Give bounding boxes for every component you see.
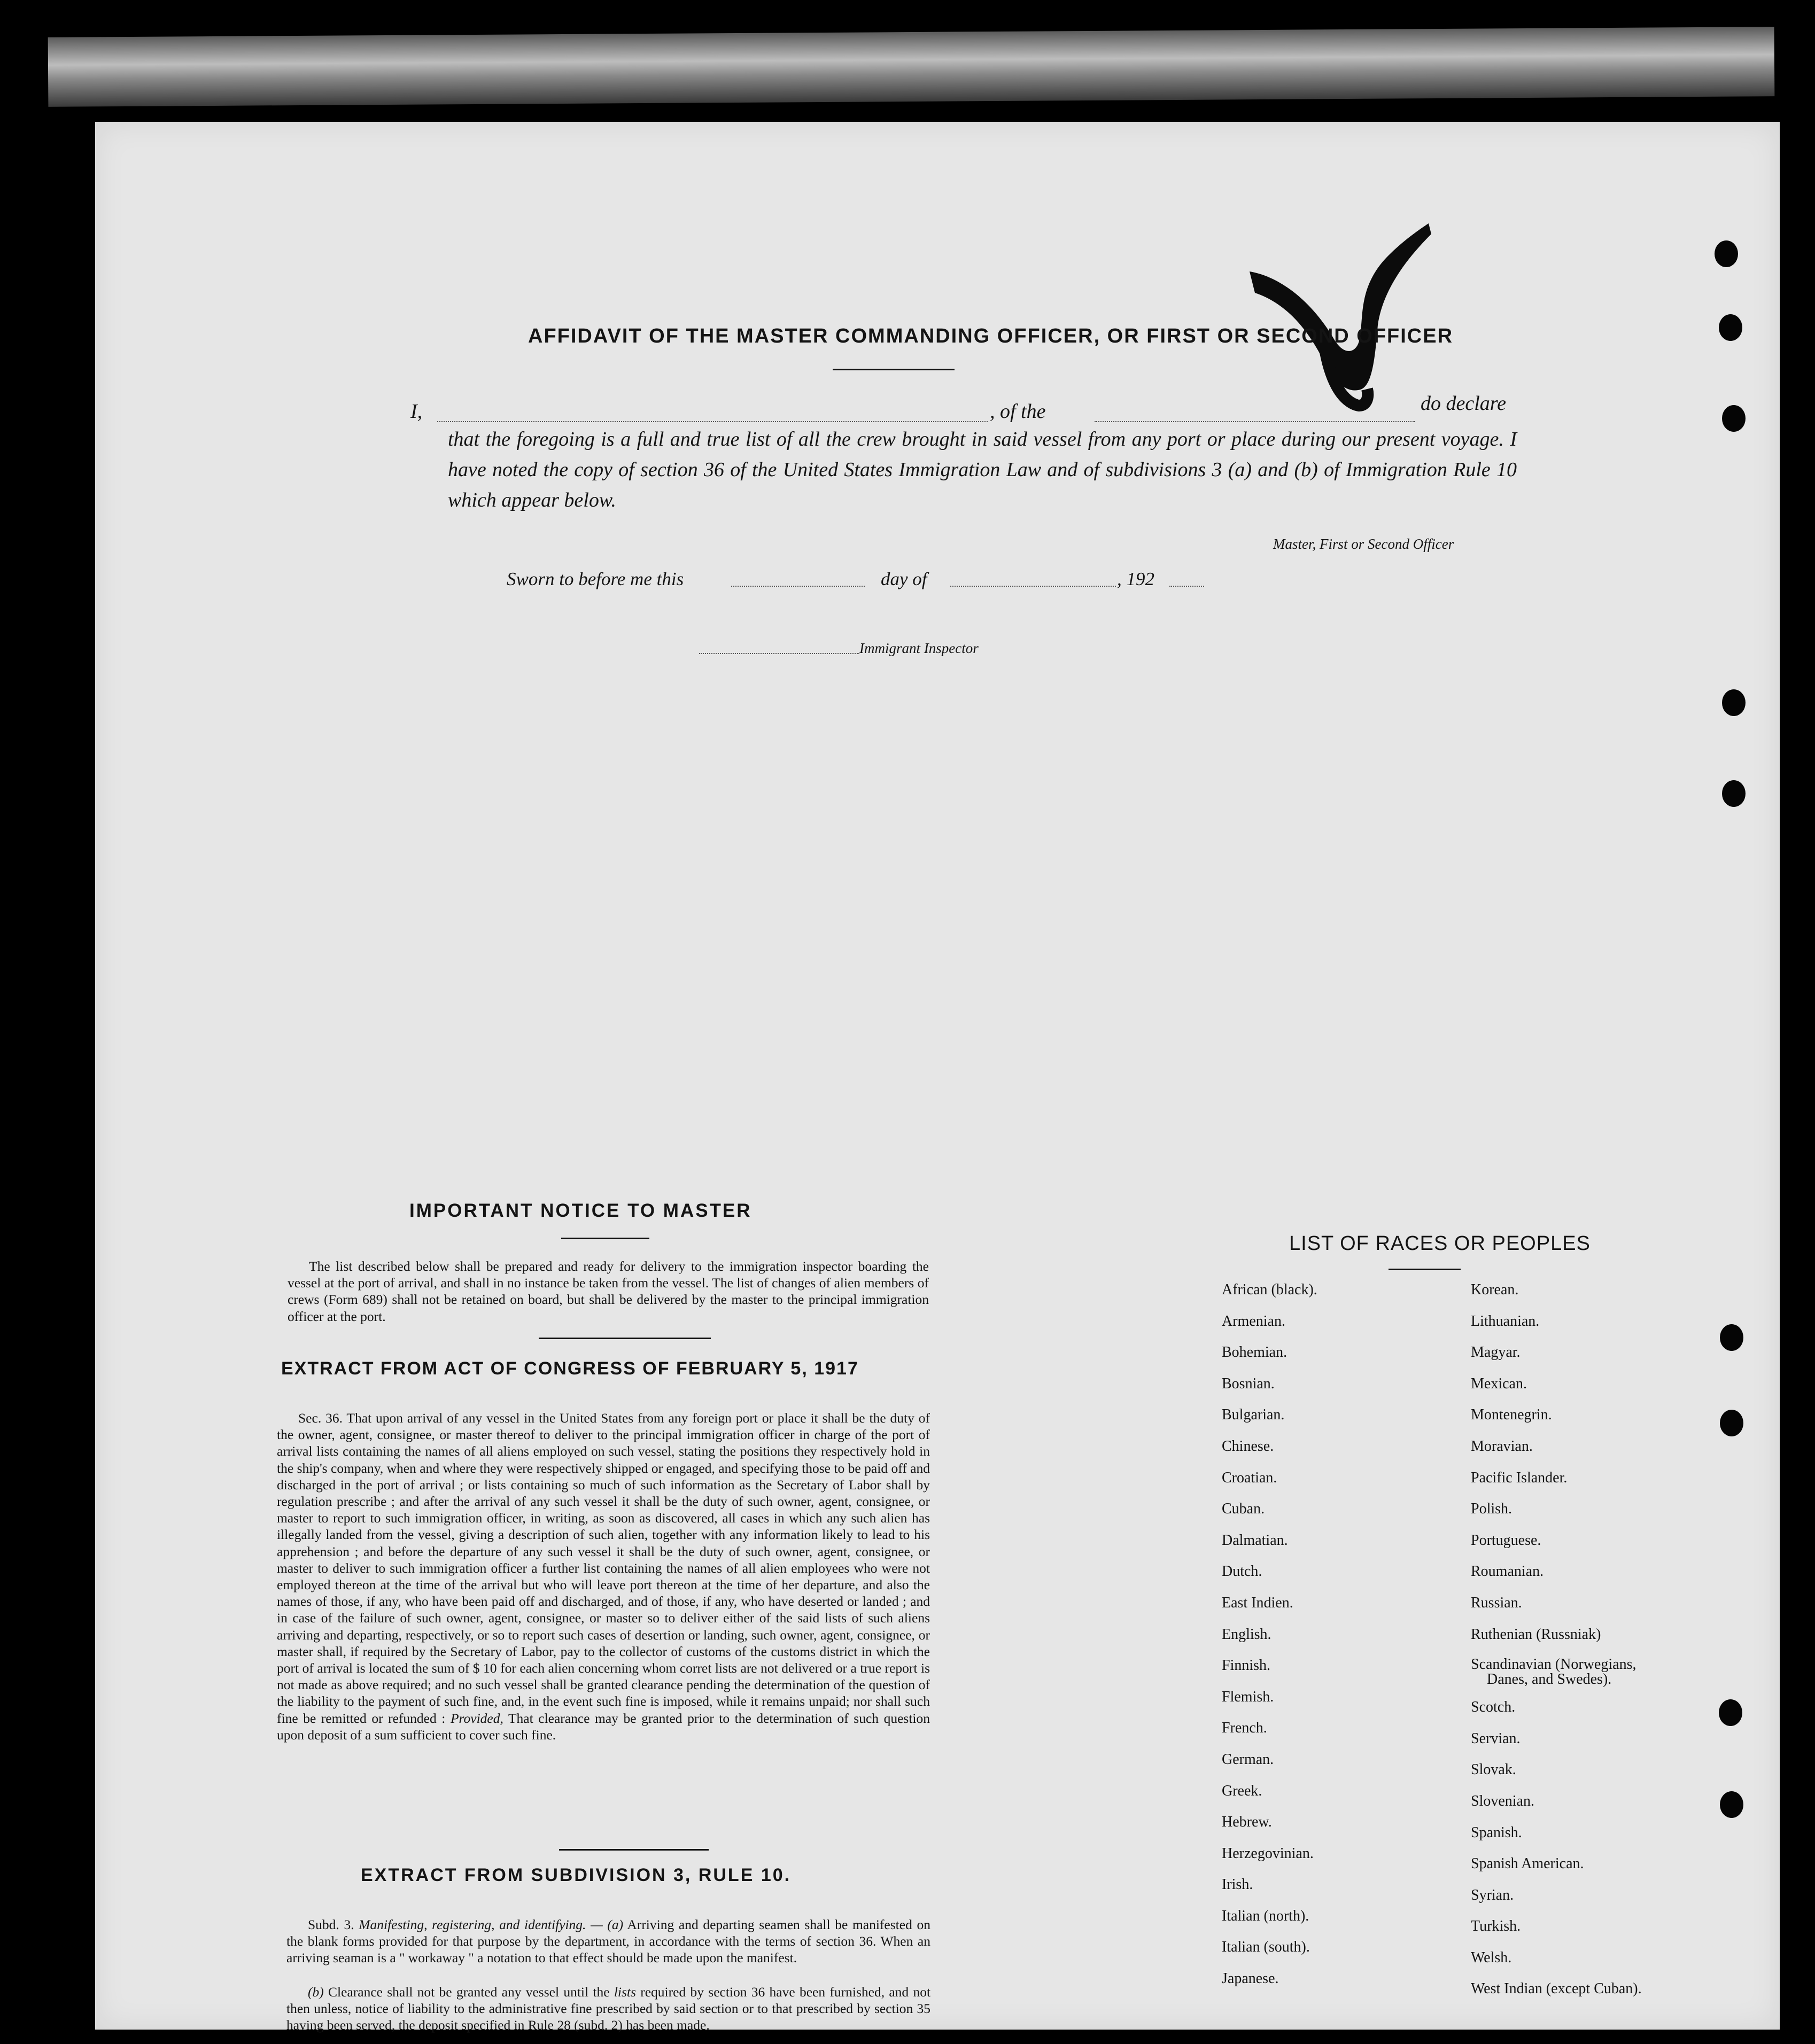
- race-item: Irish.: [1222, 1876, 1253, 1893]
- race-item: Greek.: [1222, 1782, 1262, 1799]
- race-item: Pacific Islander.: [1471, 1469, 1568, 1486]
- race-item: German.: [1222, 1751, 1274, 1768]
- binder-hole: [1722, 405, 1746, 432]
- race-item: Slovak.: [1471, 1761, 1516, 1778]
- race-item: Russian.: [1471, 1594, 1522, 1611]
- race-item: Scandinavian (Norwegians, Danes, and Swedes).: [1471, 1656, 1636, 1688]
- declarant-name-line: [437, 421, 988, 422]
- race-item: Bosnian.: [1222, 1375, 1275, 1392]
- master-signature-label: Master, First or Second Officer: [1273, 536, 1454, 552]
- race-item: Spanish American.: [1471, 1855, 1584, 1872]
- vessel-name-line: [1095, 421, 1415, 422]
- race-item: Roumanian.: [1471, 1563, 1544, 1580]
- binder-hole: [1722, 780, 1746, 807]
- races-right-column: [1471, 1281, 1642, 2012]
- binder-hole: [1720, 1324, 1743, 1351]
- race-item: Spanish.: [1471, 1824, 1522, 1841]
- race-item: Slovenian.: [1471, 1792, 1534, 1809]
- race-item: Welsh.: [1471, 1949, 1512, 1966]
- day-of-label: day of: [881, 569, 927, 589]
- race-item: Hebrew.: [1222, 1814, 1272, 1831]
- race-item: Korean.: [1471, 1281, 1519, 1298]
- notice-text: The list described below shall be prepared and ready for delivery to the immigration inspector boarding the vessel at the port of arrival, and shall in no instance be taken from the vessel. The list of changes of alien members of crews (Form 689) shall not be retained on board, but shall be delivered by the master to the principal immigration officer at the port.: [288, 1258, 929, 1324]
- races-title: LIST OF RACES OR PEOPLES: [1289, 1232, 1591, 1255]
- race-item: English.: [1222, 1626, 1271, 1643]
- race-item: Herzegovinian.: [1222, 1845, 1314, 1862]
- race-item: Magyar.: [1471, 1344, 1521, 1361]
- act-divider: [559, 1849, 709, 1851]
- race-item: Turkish.: [1471, 1918, 1521, 1935]
- race-item: Cuban.: [1222, 1501, 1265, 1518]
- races-title-rule: [1389, 1269, 1461, 1270]
- race-item: Syrian.: [1471, 1886, 1514, 1903]
- race-item: African (black).: [1222, 1281, 1317, 1298]
- sworn-year-line: [1169, 586, 1204, 587]
- race-item: Dutch.: [1222, 1563, 1262, 1580]
- race-item: Scotch.: [1471, 1699, 1516, 1716]
- race-item: Mexican.: [1471, 1375, 1527, 1392]
- race-item: Japanese.: [1222, 1970, 1279, 1987]
- race-item: Flemish.: [1222, 1688, 1274, 1705]
- rule-subdivision-b: (b) Clearance shall not be granted any vessel until the lists required by section 36 have been furnished, and not then unless, notice of liability to the administrative fine prescribed by said section or to that prescribed by section 35 having been served, the deposit specified in Rule 28 (subd. 2) has been made.: [286, 1984, 931, 2033]
- race-item: Italian (north).: [1222, 1907, 1309, 1924]
- race-item: Dalmatian.: [1222, 1532, 1288, 1549]
- race-item: Montenegrin.: [1471, 1406, 1552, 1424]
- inspector-signature-line: [699, 653, 859, 654]
- year-label: , 192: [1117, 569, 1154, 589]
- race-item: Servian.: [1471, 1730, 1521, 1747]
- binder-hole: [1720, 1791, 1743, 1818]
- binder-hole: [1719, 314, 1742, 341]
- notice-title-rule: [561, 1238, 649, 1239]
- rule-subdivision-a: Subd. 3. Manifesting, registering, and identifying. — (a) Arriving and departing seamen shall be manifested on the blank forms provided for that purpose by the department, in accordance with the terms of section 36. When an arriving seaman is a " workaway " a notation to that effect should be made upon the manifest.: [286, 1917, 930, 1966]
- race-item: Croatian.: [1222, 1469, 1277, 1486]
- race-item: Moravian.: [1471, 1437, 1533, 1455]
- binder-hole: [1715, 240, 1738, 267]
- race-item: West Indian (except Cuban).: [1471, 1980, 1642, 1998]
- sworn-label: Sworn to before me this: [507, 569, 684, 589]
- scanner-top-strip: [0, 0, 1815, 128]
- declarant-label: I,: [410, 400, 423, 423]
- race-item: Polish.: [1471, 1501, 1512, 1518]
- notice-divider: [539, 1338, 711, 1339]
- inspector-label: Immigrant Inspector: [859, 640, 979, 656]
- act-title: EXTRACT FROM ACT OF CONGRESS OF FEBRUARY 5, 1917: [281, 1358, 859, 1379]
- underlying-page-edge: [48, 27, 1775, 107]
- race-item: Armenian.: [1222, 1312, 1285, 1330]
- notice-title: IMPORTANT NOTICE TO MASTER: [409, 1200, 752, 1221]
- sworn-day-line: [731, 586, 865, 587]
- document-page: [95, 122, 1780, 2033]
- rule-title: EXTRACT FROM SUBDIVISION 3, RULE 10.: [361, 1865, 792, 1885]
- race-item: East Indien.: [1222, 1594, 1293, 1611]
- race-item: Finnish.: [1222, 1657, 1271, 1674]
- race-item: French.: [1222, 1720, 1267, 1737]
- affidavit-title: AFFIDAVIT OF THE MASTER COMMANDING OFFICER, OR FIRST OR SECOND OFFICER: [528, 325, 1454, 347]
- declare-label: do declare: [1421, 392, 1507, 415]
- title-rule: [833, 369, 955, 370]
- binder-hole: [1720, 1410, 1743, 1436]
- races-left-column: [1222, 1281, 1317, 2002]
- race-item: Chinese.: [1222, 1437, 1274, 1455]
- race-item: Italian (south).: [1222, 1939, 1310, 1956]
- binder-hole: [1719, 1699, 1742, 1726]
- affidavit-body: that the foregoing is a full and true list of all the crew brought in said vessel from any port or place during our present voyage. I have noted the copy of section 36 of the United States Immigration Law and of subdivisions 3 (a) and (b) of Immigration Rule 10 which appear below.: [448, 428, 1517, 511]
- race-item: Lithuanian.: [1471, 1312, 1540, 1330]
- race-item: Ruthenian (Russniak): [1471, 1626, 1601, 1643]
- vessel-of-label: , of the: [990, 400, 1046, 423]
- race-item: Bohemian.: [1222, 1344, 1287, 1361]
- race-item: Portuguese.: [1471, 1532, 1541, 1549]
- binder-hole: [1722, 689, 1746, 716]
- race-item: Bulgarian.: [1222, 1406, 1285, 1424]
- sworn-month-line: [950, 586, 1116, 587]
- act-section-36-text: Sec. 36. That upon arrival of any vessel in the United States from any foreign port or place it shall be the duty of the owner, agent, consignee, or master thereof to deliver to the principal immigration officer in charge of the port of arrival lists containing the names of all aliens employed on such vessel, stating the positions they respectively hold in the ship's company, when and where they were respectively shipped or engaged, and specifying those to be paid off and discharged in the port of arrival ; or lists containing so much of such information as the Secretary of Labor shall by regulation prescribe ; and after the arrival of any such vessel it shall be the duty of such owner, agent, consignee, or master to report to such immigration officer, in writing, as soon as discovered, all cases in which any such alien has illegally landed from the vessel, giving a description of such alien, together with any information likely to lead to his apprehension ; and before the departure of any such vessel it shall be the duty of such owner, agent, consignee, or master to deliver to such immigration officer a further list containing the names of all alien employees who were not employed thereon at the time of the arrival but who will leave port thereon at the time of her departure, and also the names of those, if any, who have been paid off and discharged, and of those, if any, who have deserted or landed ; and in case of the failure of such owner, agent, consignee, or master so to deliver either of the said lists of such aliens arriving and departing, respectively, or so to report such cases of desertion or landing, such owner, agent, consignee, or master shall, if required by the Secretary of Labor, pay to the collector of customs of the customs district in which the port of arrival is located the sum of $ 10 for each alien concerning whom corret lists are not delivered or a true report is not made as above required; and no such vessel shall be granted clearance pending the determination of the question of the liability to the payment of such fine, and, in the event such fine is imposed, while it remains unpaid; nor shall such fine be remitted or refunded : Provided, That clearance may be granted prior to the determination of such question upon deposit of a sum sufficient to cover such fine.: [277, 1410, 930, 1743]
